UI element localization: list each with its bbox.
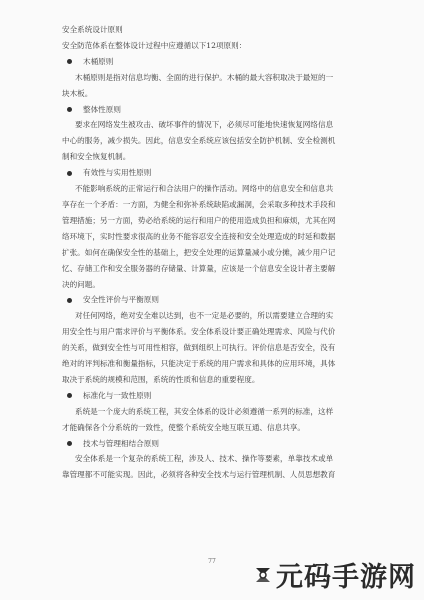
section-heading-text: 有效性与实用性原则: [83, 168, 152, 178]
watermark: [252, 555, 416, 594]
text-line: 制和安全恢复机制。: [62, 152, 131, 162]
watermark-logo-icon: [252, 564, 274, 586]
section-heading-text: 技术与管理相结合原则: [83, 438, 159, 448]
bullet-icon: [67, 393, 72, 398]
text-line: 管理措施；另一方面，势必给系统的运行和用户的使用造成负担和麻烦，尤其在网: [62, 215, 336, 225]
section-heading-text: 整体性原则: [83, 104, 121, 114]
text-line: 系统是一个庞大的系统工程，其安全体系的设计必须遵循一系列的标准，这样: [75, 406, 334, 416]
text-line: 绝对的评判标准和衡量指标，只能决定于系统的用户需求和具体的应用环境，具体: [62, 359, 336, 369]
section-heading: [62, 292, 384, 308]
text-line: 决的问题。: [62, 279, 100, 289]
section-heading: [62, 54, 384, 70]
text-line: 靠管理都不可能实现。因此，必须将各种安全技术与运行管理机制、人员思想教育: [62, 470, 336, 480]
text-line: 中心的服务，减少损失。因此，信息安全系统应该包括安全防护机制、安全检测机: [62, 136, 336, 146]
bullet-icon: [67, 107, 72, 112]
text-line: 块木板。: [62, 88, 93, 98]
text-line: 络环境下，实时性要求很高的业务不能容忍安全连接和安全处理造成的时延和数据: [62, 231, 336, 241]
section-heading: [62, 165, 384, 181]
text-line: 木桶原则是指对信息均衡、全面的进行保护。木桶的最大容积取决于最短的一: [75, 72, 334, 82]
text-line: 取决于系统的规模和范围，系统的性质和信息的重要程度。: [62, 374, 260, 384]
section-heading: [62, 388, 384, 404]
section-heading: [62, 436, 384, 452]
text-line: 安全系统设计原则: [62, 25, 123, 34]
text-line: 扩张。如何在确保安全性的基础上，把安全处理的运算量减小或分摊，减少用户记: [62, 247, 336, 257]
text-line: 不能影响系统的正常运行和合法用户的操作活动。网络中的信息安全和信息共: [75, 184, 334, 194]
watermark-text: 元码手游网: [276, 562, 416, 593]
bullet-icon: [67, 298, 72, 303]
page-number: 77: [208, 558, 216, 565]
text-line: 安全防范体系在整体设计过程中应遵循以下12项原则：: [62, 40, 247, 50]
text-line: 安全体系是一个复杂的系统工程，涉及人、技术、操作等要素，单靠技术或单: [75, 454, 334, 464]
text-line: 的关系，做到安全性与可用性相容，做到组织上可执行。评价信息是否安全，没有: [62, 343, 336, 353]
text-line: 忆、存储工作和安全服务器的存储量、计算量，应该是一个信息安全设计者主要解: [62, 263, 336, 273]
text-line: 才能确保各个分系统的一致性，使整个系统安全地互联互通、信息共享。: [62, 422, 305, 432]
text-line: 用安全性与用户需求评价与平衡体系。安全体系设计要正确处理需求、风险与代价: [62, 327, 336, 337]
text-line: 享存在一个矛盾：一方面，为健全和弥补系统缺陷或漏洞，会采取多种技术手段和: [62, 199, 336, 209]
bullet-icon: [67, 59, 72, 64]
text-line: 要求在网络发生被攻击、破坏事件的情况下，必须尽可能地快速恢复网络信息: [75, 120, 334, 130]
bullet-icon: [67, 171, 72, 176]
text-line: 对任何网络，绝对安全难以达到，也不一定是必要的，所以需要建立合理的实: [75, 311, 334, 321]
section-heading: [62, 102, 384, 118]
section-heading-text: 木桶原则: [83, 56, 114, 66]
section-heading-text: 安全性评价与平衡原则: [83, 295, 159, 305]
bullet-icon: [67, 441, 72, 446]
page-content: [62, 22, 384, 483]
section-heading-text: 标准化与一致性原则: [83, 390, 152, 400]
